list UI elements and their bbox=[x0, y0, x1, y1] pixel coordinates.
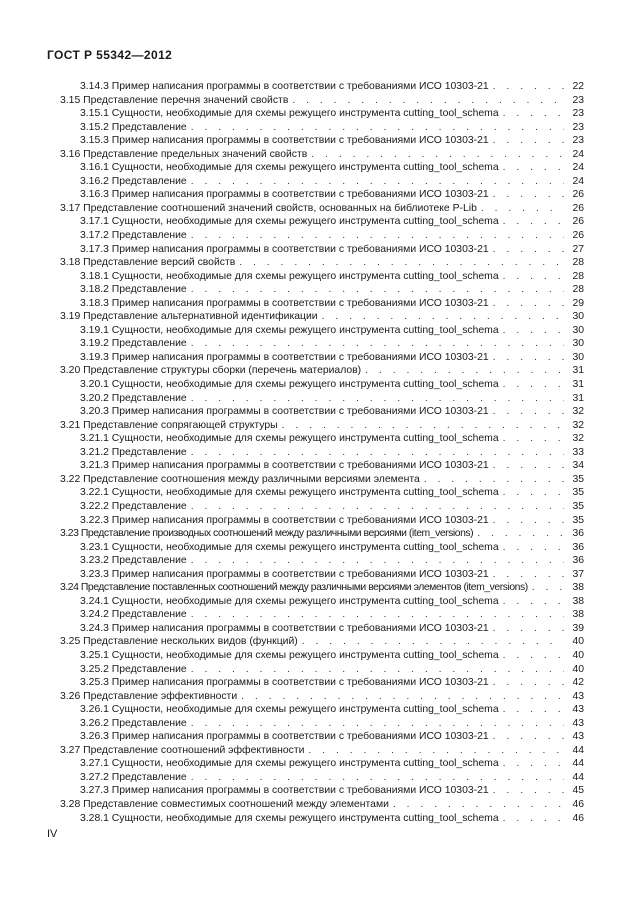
toc-entry bbox=[60, 473, 584, 487]
toc-entry bbox=[60, 459, 584, 473]
toc-leader-dots bbox=[503, 595, 564, 609]
toc-entry-title: 3.23 Представление производных соотношений между различными версиями (item_versions) bbox=[60, 528, 474, 540]
toc-entry-title: 3.16.3 Пример написания программы в соответствии с требованиями ИСО 10303-21 bbox=[80, 189, 489, 201]
toc-entry-title: 3.28.1 Сущности, необходимые для схемы режущего инструмента cutting_tool_schema bbox=[80, 812, 499, 824]
toc-entry bbox=[60, 297, 584, 311]
toc-entry-title: 3.22.3 Пример написания программы в соответствии с требованиями ИСО 10303-21 bbox=[80, 514, 489, 526]
toc-entry-page: 30 bbox=[572, 351, 584, 363]
toc-entry-title: 3.24.3 Пример написания программы в соответствии с требованиями ИСО 10303-21 bbox=[80, 622, 489, 634]
toc-entry bbox=[60, 80, 584, 94]
toc-entry bbox=[60, 188, 584, 202]
toc-entry bbox=[60, 270, 584, 284]
toc-leader-dots bbox=[191, 608, 564, 622]
toc-entry bbox=[60, 378, 584, 392]
toc-entry-title: 3.28 Представление совместимых соотношений между элементами bbox=[60, 798, 389, 810]
toc-entry bbox=[60, 202, 584, 216]
toc-leader-dots bbox=[241, 690, 564, 704]
toc-entry bbox=[60, 635, 584, 649]
toc-entry-page: 39 bbox=[572, 622, 584, 634]
toc-entry-title: 3.26.3 Пример написания программы в соответствии с требованиями ИСО 10303-21 bbox=[80, 731, 489, 743]
toc-entry-title: 3.18.3 Пример написания программы в соответствии с требованиями ИСО 10303-21 bbox=[80, 297, 489, 309]
toc-entry-page: 26 bbox=[572, 202, 584, 214]
toc-entry-page: 24 bbox=[572, 148, 584, 160]
document-header: ГОСТ Р 55342—2012 bbox=[47, 48, 173, 62]
toc-leader-dots bbox=[191, 663, 564, 677]
toc-entry bbox=[60, 175, 584, 189]
toc-leader-dots bbox=[191, 554, 564, 568]
toc-entry-title: 3.23.1 Сущности, необходимые для схемы режущего инструмента cutting_tool_schema bbox=[80, 541, 499, 553]
toc-entry-title: 3.16 Представление предельных значений свойств bbox=[60, 148, 308, 160]
toc-leader-dots bbox=[191, 121, 564, 135]
toc-entry-page: 38 bbox=[572, 582, 584, 594]
toc-entry-page: 26 bbox=[572, 230, 584, 242]
toc-leader-dots bbox=[191, 500, 564, 514]
toc-entry-page: 40 bbox=[572, 649, 584, 661]
toc-entry-page: 38 bbox=[572, 595, 584, 607]
toc-leader-dots bbox=[503, 324, 564, 338]
toc-entry-title: 3.15 Представление перечня значений свойств bbox=[60, 94, 289, 106]
toc-entry-title: 3.18.1 Сущности, необходимые для схемы режущего инструмента cutting_tool_schema bbox=[80, 270, 499, 282]
toc-entry bbox=[60, 676, 584, 690]
toc-entry-page: 22 bbox=[572, 81, 584, 92]
toc-leader-dots bbox=[493, 568, 564, 582]
page-number: IV bbox=[47, 828, 58, 840]
toc-entry-page: 30 bbox=[572, 311, 584, 323]
toc-leader-dots bbox=[493, 405, 564, 419]
toc-entry bbox=[60, 690, 584, 704]
toc-entry-page: 40 bbox=[572, 663, 584, 675]
toc-entry-title: 3.19.1 Сущности, необходимые для схемы режущего инструмента cutting_tool_schema bbox=[80, 324, 499, 336]
toc-entry-page: 31 bbox=[572, 392, 584, 404]
toc-entry-page: 43 bbox=[572, 690, 584, 702]
toc-entry bbox=[60, 812, 584, 826]
toc-entry-title: 3.26 Представление эффективности bbox=[60, 690, 238, 702]
toc-leader-dots bbox=[503, 432, 564, 446]
toc-entry-page: 45 bbox=[572, 785, 584, 797]
toc-entry bbox=[60, 717, 584, 731]
toc-entry-page: 30 bbox=[572, 338, 584, 350]
toc-entry bbox=[60, 94, 584, 108]
toc-entry-page: 32 bbox=[572, 406, 584, 418]
toc-entry-page: 26 bbox=[572, 216, 584, 228]
toc-entry-title: 3.23.3 Пример написания программы в соответствии с требованиями ИСО 10303-21 bbox=[80, 568, 489, 580]
toc-entry-page: 29 bbox=[572, 297, 584, 309]
toc-leader-dots bbox=[503, 486, 564, 500]
toc-entry-page: 35 bbox=[572, 500, 584, 512]
toc-leader-dots bbox=[503, 161, 564, 175]
toc-leader-dots bbox=[239, 256, 564, 270]
toc-leader-dots bbox=[503, 703, 564, 717]
toc-entry-page: 43 bbox=[572, 731, 584, 743]
toc-entry-page: 24 bbox=[572, 175, 584, 187]
toc-entry bbox=[60, 663, 584, 677]
toc-entry-title: 3.25.1 Сущности, необходимые для схемы режущего инструмента cutting_tool_schema bbox=[80, 649, 499, 661]
toc-entry-page: 42 bbox=[572, 677, 584, 689]
toc-entry-title: 3.17 Представление соотношений значений свойств, основанных на библиотеке P-Lib bbox=[60, 202, 477, 214]
toc-leader-dots bbox=[503, 270, 564, 284]
toc-leader-dots bbox=[493, 676, 564, 690]
toc-leader-dots bbox=[493, 80, 564, 94]
toc-leader-dots bbox=[191, 392, 564, 406]
toc-entry-title: 3.20.1 Сущности, необходимые для схемы режущего инструмента cutting_tool_schema bbox=[80, 379, 499, 391]
toc-entry-page: 23 bbox=[572, 135, 584, 147]
toc-entry-page: 32 bbox=[572, 433, 584, 445]
toc-leader-dots bbox=[503, 107, 564, 121]
toc-leader-dots bbox=[191, 229, 564, 243]
toc-leader-dots bbox=[493, 730, 564, 744]
toc-entry bbox=[60, 757, 584, 771]
toc-entry-page: 37 bbox=[572, 568, 584, 580]
toc-entry bbox=[60, 419, 584, 433]
toc-entry bbox=[60, 622, 584, 636]
toc-entry-title: 3.25 Представление нескольких видов (функций) bbox=[60, 636, 298, 648]
toc-leader-dots bbox=[503, 757, 564, 771]
toc-entry-title: 3.18 Представление версий свойств bbox=[60, 257, 236, 269]
toc-entry-title: 3.21.2 Представление bbox=[80, 446, 187, 458]
toc-leader-dots bbox=[424, 473, 564, 487]
toc-leader-dots bbox=[503, 215, 564, 229]
toc-leader-dots bbox=[282, 419, 564, 433]
toc-entry bbox=[60, 107, 584, 121]
toc-entry bbox=[60, 798, 584, 812]
toc-entry-page: 27 bbox=[572, 243, 584, 255]
toc-entry-page: 23 bbox=[572, 108, 584, 120]
toc-entry bbox=[60, 784, 584, 798]
toc-leader-dots bbox=[503, 649, 564, 663]
toc-entry bbox=[60, 324, 584, 338]
toc-entry-title: 3.17.3 Пример написания программы в соответствии с требованиями ИСО 10303-21 bbox=[80, 243, 489, 255]
toc-entry-page: 32 bbox=[572, 419, 584, 431]
toc-entry-page: 36 bbox=[572, 541, 584, 553]
toc-entry bbox=[60, 500, 584, 514]
toc-entry-title: 3.20 Представление структуры сборки (перечень материалов) bbox=[60, 365, 362, 377]
toc-leader-dots bbox=[292, 94, 564, 108]
toc-entry-page: 38 bbox=[572, 609, 584, 621]
toc-entry-title: 3.22.1 Сущности, необходимые для схемы режущего инструмента cutting_tool_schema bbox=[80, 487, 499, 499]
toc-entry-title: 3.15.3 Пример написания программы в соответствии с требованиями ИСО 10303-21 bbox=[80, 135, 489, 147]
toc-leader-dots bbox=[393, 798, 564, 812]
toc-entry-page: 24 bbox=[572, 162, 584, 174]
toc-entry-title: 3.26.1 Сущности, необходимые для схемы режущего инструмента cutting_tool_schema bbox=[80, 704, 499, 716]
toc-entry-page: 28 bbox=[572, 270, 584, 282]
toc-entry bbox=[60, 730, 584, 744]
toc-entry bbox=[60, 148, 584, 162]
toc-entry-title: 3.24 Представление поставленных соотношений между различными версиями элементов (item_versions) bbox=[60, 582, 528, 594]
toc-entry bbox=[60, 771, 584, 785]
toc-entry bbox=[60, 256, 584, 270]
toc-entry bbox=[60, 527, 584, 541]
toc-entry bbox=[60, 608, 584, 622]
toc-entry-page: 33 bbox=[572, 446, 584, 458]
toc-entry bbox=[60, 703, 584, 717]
toc-entry bbox=[60, 554, 584, 568]
toc-entry-title: 3.21.3 Пример написания программы в соответствии с требованиями ИСО 10303-21 bbox=[80, 460, 489, 472]
toc-entry-page: 43 bbox=[572, 704, 584, 716]
toc-entry-title: 3.22.2 Представление bbox=[80, 500, 187, 512]
toc-leader-dots bbox=[503, 541, 564, 555]
toc-entry-page: 35 bbox=[572, 514, 584, 526]
toc-entry-title: 3.16.2 Представление bbox=[80, 175, 187, 187]
toc-leader-dots bbox=[191, 175, 564, 189]
toc-entry bbox=[60, 744, 584, 758]
toc-leader-dots bbox=[493, 622, 564, 636]
table-of-contents bbox=[60, 80, 584, 825]
toc-entry-page: 35 bbox=[572, 473, 584, 485]
toc-entry bbox=[60, 514, 584, 528]
toc-entry-page: 36 bbox=[572, 528, 584, 540]
toc-entry-title: 3.18.2 Представление bbox=[80, 284, 187, 296]
toc-leader-dots bbox=[493, 134, 564, 148]
toc-entry-title: 3.15.2 Представление bbox=[80, 121, 187, 133]
toc-entry bbox=[60, 581, 584, 595]
toc-entry-page: 34 bbox=[572, 460, 584, 472]
toc-entry-title: 3.15.1 Сущности, необходимые для схемы режущего инструмента cutting_tool_schema bbox=[80, 108, 499, 120]
toc-entry-title: 3.27.2 Представление bbox=[80, 771, 187, 783]
toc-entry-page: 23 bbox=[572, 121, 584, 133]
toc-entry bbox=[60, 121, 584, 135]
toc-entry bbox=[60, 432, 584, 446]
toc-leader-dots bbox=[365, 364, 564, 378]
toc-entry bbox=[60, 595, 584, 609]
toc-entry bbox=[60, 364, 584, 378]
toc-entry bbox=[60, 134, 584, 148]
toc-entry bbox=[60, 283, 584, 297]
toc-entry-page: 46 bbox=[572, 798, 584, 810]
toc-entry-page: 40 bbox=[572, 636, 584, 648]
toc-leader-dots bbox=[493, 784, 564, 798]
toc-entry bbox=[60, 541, 584, 555]
toc-entry bbox=[60, 215, 584, 229]
toc-leader-dots bbox=[191, 771, 564, 785]
toc-entry-title: 3.20.2 Представление bbox=[80, 392, 187, 404]
toc-entry-page: 26 bbox=[572, 189, 584, 201]
toc-entry-title: 3.22 Представление соотношения между различными версиями элемента bbox=[60, 473, 420, 485]
toc-entry-page: 28 bbox=[572, 284, 584, 296]
toc-entry-title: 3.19.2 Представление bbox=[80, 338, 187, 350]
toc-leader-dots bbox=[191, 337, 564, 351]
toc-entry bbox=[60, 568, 584, 582]
toc-leader-dots bbox=[477, 527, 564, 541]
toc-entry-page: 35 bbox=[572, 487, 584, 499]
toc-entry bbox=[60, 392, 584, 406]
toc-leader-dots bbox=[191, 283, 564, 297]
toc-entry-page: 44 bbox=[572, 744, 584, 756]
toc-entry-page: 30 bbox=[572, 324, 584, 336]
toc-entry bbox=[60, 446, 584, 460]
toc-entry-title: 3.27.1 Сущности, необходимые для схемы режущего инструмента cutting_tool_schema bbox=[80, 758, 499, 770]
toc-leader-dots bbox=[191, 446, 564, 460]
toc-entry bbox=[60, 161, 584, 175]
toc-entry bbox=[60, 337, 584, 351]
toc-entry-title: 3.26.2 Представление bbox=[80, 717, 187, 729]
toc-entry-title: 3.17.2 Представление bbox=[80, 230, 187, 242]
toc-entry-title: 3.21.1 Сущности, необходимые для схемы режущего инструмента cutting_tool_schema bbox=[80, 433, 499, 445]
toc-entry-title: 3.21 Представление сопрягающей структуры bbox=[60, 419, 278, 431]
toc-leader-dots bbox=[493, 459, 564, 473]
toc-leader-dots bbox=[493, 514, 564, 528]
toc-entry bbox=[60, 405, 584, 419]
toc-leader-dots bbox=[481, 202, 564, 216]
toc-entry bbox=[60, 486, 584, 500]
toc-entry-title: 3.19 Представление альтернативной идентификации bbox=[60, 311, 318, 323]
toc-entry bbox=[60, 310, 584, 324]
toc-leader-dots bbox=[493, 243, 564, 257]
toc-entry-page: 31 bbox=[572, 379, 584, 391]
toc-entry-page: 44 bbox=[572, 758, 584, 770]
toc-entry-title: 3.24.1 Сущности, необходимые для схемы режущего инструмента cutting_tool_schema bbox=[80, 595, 499, 607]
toc-leader-dots bbox=[493, 188, 564, 202]
toc-entry-page: 44 bbox=[572, 771, 584, 783]
toc-leader-dots bbox=[532, 581, 564, 595]
toc-entry-title: 3.23.2 Представление bbox=[80, 555, 187, 567]
toc-entry bbox=[60, 243, 584, 257]
toc-leader-dots bbox=[503, 812, 564, 826]
toc-entry-title: 3.27 Представление соотношений эффективности bbox=[60, 744, 305, 756]
toc-entry-title: 3.25.3 Пример написания программы в соответствии с требованиями ИСО 10303-21 bbox=[80, 677, 489, 689]
toc-entry bbox=[60, 649, 584, 663]
toc-entry-page: 36 bbox=[572, 555, 584, 567]
toc-entry-page: 43 bbox=[572, 717, 584, 729]
toc-entry-page: 46 bbox=[572, 812, 584, 824]
toc-leader-dots bbox=[191, 717, 564, 731]
toc-entry-title: 3.19.3 Пример написания программы в соответствии с требованиями ИСО 10303-21 bbox=[80, 351, 489, 363]
toc-entry bbox=[60, 351, 584, 365]
toc-leader-dots bbox=[311, 148, 564, 162]
toc-entry-title: 3.20.3 Пример написания программы в соответствии с требованиями ИСО 10303-21 bbox=[80, 406, 489, 418]
toc-entry bbox=[60, 229, 584, 243]
toc-leader-dots bbox=[302, 635, 564, 649]
toc-entry-page: 23 bbox=[572, 94, 584, 106]
toc-leader-dots bbox=[503, 378, 564, 392]
toc-leader-dots bbox=[308, 744, 564, 758]
toc-entry-title: 3.16.1 Сущности, необходимые для схемы режущего инструмента cutting_tool_schema bbox=[80, 162, 499, 174]
toc-entry-page: 28 bbox=[572, 257, 584, 269]
toc-entry-title: 3.17.1 Сущности, необходимые для схемы режущего инструмента cutting_tool_schema bbox=[80, 216, 499, 228]
toc-entry-title: 3.27.3 Пример написания программы в соответствии с требованиями ИСО 10303-21 bbox=[80, 785, 489, 797]
toc-leader-dots bbox=[493, 297, 564, 311]
toc-entry-page: 31 bbox=[572, 365, 584, 377]
toc-entry-title: 3.24.2 Представление bbox=[80, 609, 187, 621]
toc-entry-title: 3.25.2 Представление bbox=[80, 663, 187, 675]
toc-leader-dots bbox=[322, 310, 564, 324]
toc-entry-title: 3.14.3 Пример написания программы в соответствии с требованиями ИСО 10303-21 bbox=[80, 81, 489, 92]
toc-leader-dots bbox=[493, 351, 564, 365]
